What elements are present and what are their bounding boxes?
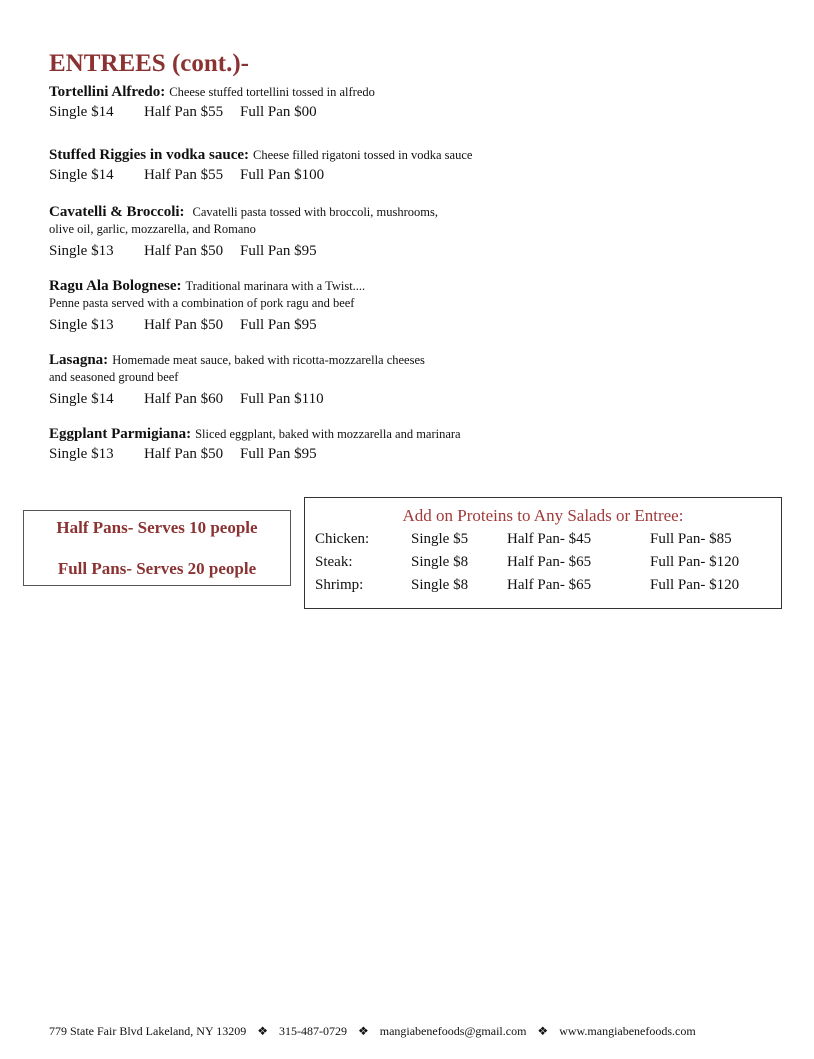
protein-single: Single $5 <box>411 531 469 547</box>
protein-full: Full Pan- $120 <box>650 577 740 593</box>
protein-name: Shrimp: <box>315 577 364 593</box>
protein-row <box>315 531 775 551</box>
item-desc: Cheese stuffed tortellini tossed in alfredo <box>169 85 375 99</box>
proteins-title: Add on Proteins to Any Salads or Entree: <box>402 506 684 525</box>
protein-name: Chicken: <box>315 531 370 547</box>
menu-item <box>49 277 365 337</box>
menu-item <box>49 203 438 263</box>
price-single: Single $14 <box>49 104 114 120</box>
price-full: Full Pan $95 <box>240 317 317 333</box>
price-single: Single $13 <box>49 317 114 333</box>
footer-phone: 315-487-0729 <box>278 1024 347 1038</box>
price-full: Full Pan $110 <box>240 391 324 407</box>
item-desc-cont: olive oil, garlic, mozzarella, and Romano <box>49 222 256 236</box>
protein-single: Single $8 <box>411 577 469 593</box>
price-half: Half Pan $50 <box>144 317 224 333</box>
price-full: Full Pan $00 <box>240 104 317 120</box>
item-desc: Cavatelli pasta tossed with broccoli, mushrooms, <box>192 205 438 219</box>
full-pan-serves: Full Pans- Serves 20 people <box>57 559 257 578</box>
price-single: Single $13 <box>49 243 114 259</box>
item-desc-cont: and seasoned ground beef <box>49 370 179 384</box>
footer-address: 779 State Fair Blvd Lakeland, NY 13209 <box>49 1024 247 1038</box>
protein-half: Half Pan- $65 <box>507 577 592 593</box>
section-title: ENTREES (cont.)- <box>49 50 250 77</box>
servings-box <box>23 510 291 586</box>
price-full: Full Pan $100 <box>240 167 325 183</box>
menu-item <box>49 351 425 411</box>
price-full: Full Pan $95 <box>240 243 317 259</box>
price-single: Single $14 <box>49 391 114 407</box>
protein-half: Half Pan- $65 <box>507 554 592 570</box>
half-pan-serves: Half Pans- Serves 10 people <box>56 518 258 537</box>
diamond-separator-icon: ❖ <box>257 1024 268 1038</box>
item-name: Cavatelli & Broccoli: <box>49 204 185 220</box>
footer-email[interactable]: mangiabenefoods@gmail.com <box>379 1024 527 1038</box>
diamond-separator-icon: ❖ <box>357 1024 369 1038</box>
price-half: Half Pan $55 <box>144 167 224 183</box>
footer <box>49 1024 696 1039</box>
item-desc: Traditional marinara with a Twist.... <box>185 279 366 293</box>
protein-full: Full Pan- $120 <box>650 554 740 570</box>
protein-row <box>315 577 775 597</box>
item-desc: Cheese filled rigatoni tossed in vodka sauce <box>253 148 473 162</box>
protein-full: Full Pan- $85 <box>650 531 732 547</box>
protein-name: Steak: <box>315 554 353 570</box>
price-half: Half Pan $50 <box>144 243 224 259</box>
price-single: Single $13 <box>49 446 114 462</box>
footer-website[interactable]: www.mangiabenefoods.com <box>559 1024 696 1038</box>
item-name: Stuffed Riggies in vodka sauce: <box>49 147 250 163</box>
menu-item <box>49 146 472 187</box>
protein-half: Half Pan- $45 <box>507 531 592 547</box>
proteins-box <box>304 497 782 609</box>
item-name: Ragu Ala Bolognese: <box>49 278 182 294</box>
protein-single: Single $8 <box>411 554 469 570</box>
item-desc-cont: Penne pasta served with a combination of pork ragu and beef <box>49 296 355 310</box>
price-half: Half Pan $60 <box>144 391 224 407</box>
diamond-separator-icon: ❖ <box>537 1024 549 1038</box>
price-half: Half Pan $50 <box>144 446 224 462</box>
item-name: Tortellini Alfredo: <box>49 84 166 100</box>
item-name: Eggplant Parmigiana: <box>49 426 192 442</box>
protein-row <box>315 554 775 574</box>
price-half: Half Pan $55 <box>144 104 224 120</box>
price-single: Single $14 <box>49 167 114 183</box>
item-desc: Sliced eggplant, baked with mozzarella and marinara <box>195 427 461 441</box>
item-name: Lasagna: <box>49 352 109 368</box>
menu-item <box>49 83 375 124</box>
menu-item <box>49 425 461 466</box>
price-full: Full Pan $95 <box>240 446 317 462</box>
item-desc: Homemade meat sauce, baked with ricotta-mozzarella cheeses <box>112 353 425 367</box>
